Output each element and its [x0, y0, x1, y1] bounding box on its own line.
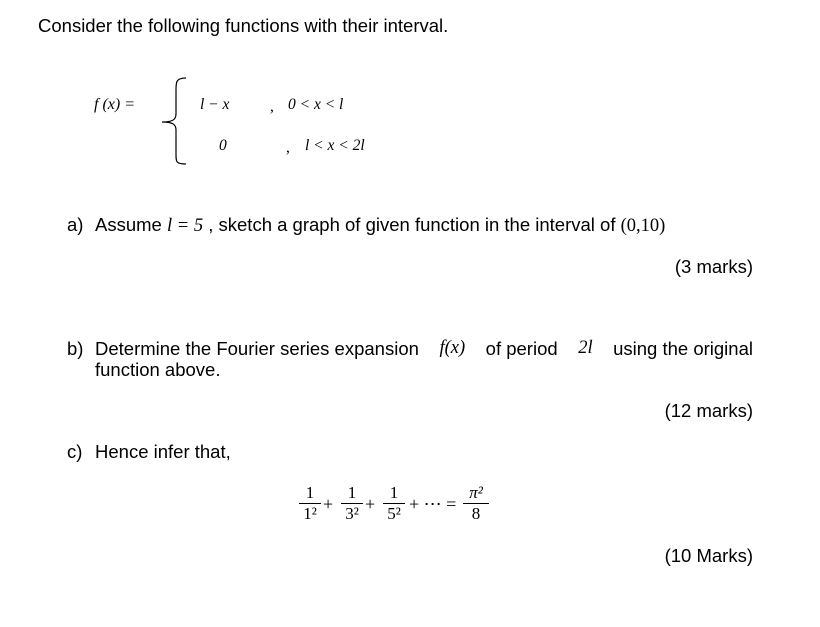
case2-separator: ,: [286, 139, 290, 156]
series-term-2: 1 3²: [341, 484, 363, 523]
part-c-question: Hence infer that,: [95, 441, 231, 462]
part-a-question: Assume l = 5 , sketch a graph of given function in the interval of (0,10): [95, 214, 666, 236]
case1-expression: l − x: [200, 96, 230, 113]
series-term-3: 1 5²: [383, 484, 405, 523]
function-lhs: f (x) =: [94, 96, 135, 113]
part-b-letter: b): [67, 338, 84, 359]
series-term-1: 1 1²: [299, 484, 321, 523]
series-plus-2: +: [365, 494, 376, 514]
case2-expression: 0: [219, 137, 227, 154]
part-b-question-line1: Determine the Fourier series expansion f(x) of period 2l using the original: [95, 338, 753, 359]
part-c-marks: (10 Marks): [664, 545, 753, 566]
case2-interval: l < x < 2l: [305, 137, 365, 154]
part-b-marks: (12 marks): [664, 400, 753, 421]
case1-interval: 0 < x < l: [288, 96, 344, 113]
part-b-question-line2: function above.: [95, 359, 221, 380]
part-c-letter: c): [67, 441, 83, 462]
part-a-marks: (3 marks): [674, 256, 753, 277]
series-rhs: π² 8: [463, 484, 489, 523]
part-a-letter: a): [67, 214, 84, 235]
case1-separator: ,: [270, 98, 274, 115]
intro-text: Consider the following functions with their interval.: [38, 15, 449, 36]
series-tail: + ⋯ =: [409, 494, 457, 514]
series-plus-1: +: [323, 494, 334, 514]
left-brace-icon: [158, 76, 188, 166]
